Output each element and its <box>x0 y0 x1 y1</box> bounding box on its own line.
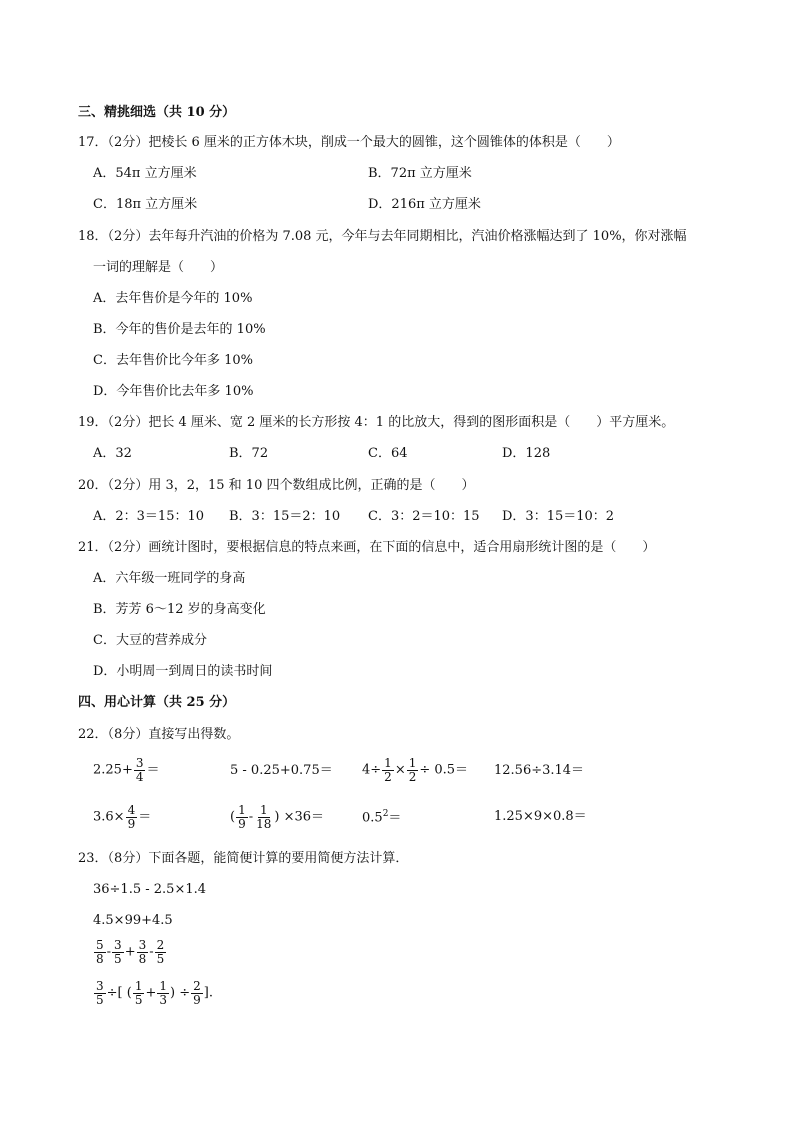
question-21-option-d: D．小明周一到周日的读书时间 <box>93 664 273 679</box>
expression-5: 3.6× $\frac{4}{9}$ ＝ <box>93 803 152 831</box>
expression-8: 1.25×9×0.8＝ <box>494 809 587 824</box>
question-20-option-d: D．3：15＝10：2 <box>502 509 615 524</box>
question-21-option-c: C．大豆的营养成分 <box>93 633 207 648</box>
question-20-option-b: B．3：15＝2：10 <box>229 509 341 524</box>
fraction: $\frac{3}{8}$ <box>138 938 147 966</box>
fraction: $\frac{3}{4}$ <box>135 756 144 784</box>
fraction: $\frac{5}{8}$ <box>96 938 104 966</box>
calculation-3: $\frac{5}{8}$ - $\frac{3}{5}$ + $\frac{3}{8}$ - $\frac{2}{5}$ <box>96 938 165 966</box>
question-23-stem: 23．（8分）下面各题，能简便计算的要用简便方法计算． <box>78 851 409 866</box>
expression-1: 2.25+ $\frac{3}{4}$ ＝ <box>93 756 160 784</box>
fraction: $\frac{1}{2}$ <box>384 756 392 784</box>
calculation-2: 4.5×99+4.5 <box>93 913 173 928</box>
question-18-option-a: A．去年售价是今年的 10% <box>93 291 253 306</box>
question-20-option-c: C．3：2＝10：15 <box>368 509 480 524</box>
fraction: $\frac{2}{9}$ <box>193 979 201 1007</box>
fraction: $\frac{3}{5}$ <box>114 938 122 966</box>
expression-6: ( $\frac{1}{9}$ - $\frac{1}{18}$ ) ×36＝ <box>230 803 325 831</box>
fraction: $\frac{4}{9}$ <box>127 803 136 831</box>
question-18-stem-continued: 一词的理解是（ ） <box>93 260 224 275</box>
question-19-option-a: A．32 <box>93 446 132 461</box>
fraction: $\frac{1}{18}$ <box>256 803 272 831</box>
expression-7: $0.5^2=$ <box>362 809 402 826</box>
question-22-stem: 22．（8分）直接写出得数。 <box>78 727 240 742</box>
fraction: $\frac{1}{2}$ <box>408 756 417 784</box>
calculation-4: $\frac{3}{5}$ ÷[ ( $\frac{1}{5}$ + $\frac{1}{3}$ ) ÷ $\frac{2}{9}$ ]. <box>96 979 213 1007</box>
question-17-option-c: C．18π 立方厘米 <box>93 197 198 212</box>
question-20-stem: 20．（2分）用 3，2，15 和 10 四个数组成比例，正确的是（ ） <box>78 478 475 493</box>
fraction: $\frac{1}{9}$ <box>238 803 246 831</box>
fraction: $\frac{1}{5}$ <box>134 979 143 1007</box>
section-3-title: 三、精挑细选（共 10 分） <box>78 105 236 120</box>
expression-2: 5 - 0.25+0.75＝ <box>230 763 333 778</box>
question-20-option-a: A．2：3＝15：10 <box>93 509 205 524</box>
question-18-stem: 18．（2分）去年每升汽油的价格为 7.08 元，今年与去年同期相比，汽油价格涨幅达到了 10%，你对涨幅 <box>78 229 687 244</box>
expression-4: 12.56÷3.14＝ <box>494 763 585 778</box>
question-17-option-d: D．216π 立方厘米 <box>368 197 481 212</box>
question-21-stem: 21．（2分）画统计图时，要根据信息的特点来画，在下面的信息中，适合用扇形统计图的是（ ） <box>78 540 656 555</box>
fraction: $\frac{3}{5}$ <box>96 979 104 1007</box>
question-19-option-b: B．72 <box>229 446 269 461</box>
question-17-stem: 17．（2分）把棱长 6 厘米的正方体木块，削成一个最大的圆锥，这个圆锥体的体积是（ ） <box>78 135 620 150</box>
expression-3: 4÷ $\frac{1}{2}$ × $\frac{1}{2}$ ÷ 0.5＝ <box>362 756 469 784</box>
question-18-option-b: B．今年的售价是去年的 10% <box>93 322 266 337</box>
question-19-option-d: D．128 <box>502 446 551 461</box>
question-17-option-b: B．72π 立方厘米 <box>368 166 472 181</box>
question-19-option-c: C．64 <box>368 446 408 461</box>
question-17-option-a: A．54π 立方厘米 <box>93 166 197 181</box>
section-4-title: 四、用心计算（共 25 分） <box>78 695 236 710</box>
fraction: $\frac{1}{3}$ <box>159 979 167 1007</box>
calculation-1: 36÷1.5 - 2.5×1.4 <box>93 882 207 897</box>
question-21-option-a: A．六年级一班同学的身高 <box>93 571 246 586</box>
question-19-stem: 19．（2分）把长 4 厘米、宽 2 厘米的长方形按 4：1 的比放大，得到的图形面积是（ ）平方厘米。 <box>78 415 675 430</box>
fraction: $\frac{2}{5}$ <box>156 938 165 966</box>
question-18-option-c: C．去年售价比今年多 10% <box>93 353 253 368</box>
question-21-option-b: B．芳芳 6～12 岁的身高变化 <box>93 602 266 617</box>
question-18-option-d: D．今年售价比去年多 10% <box>93 384 254 399</box>
